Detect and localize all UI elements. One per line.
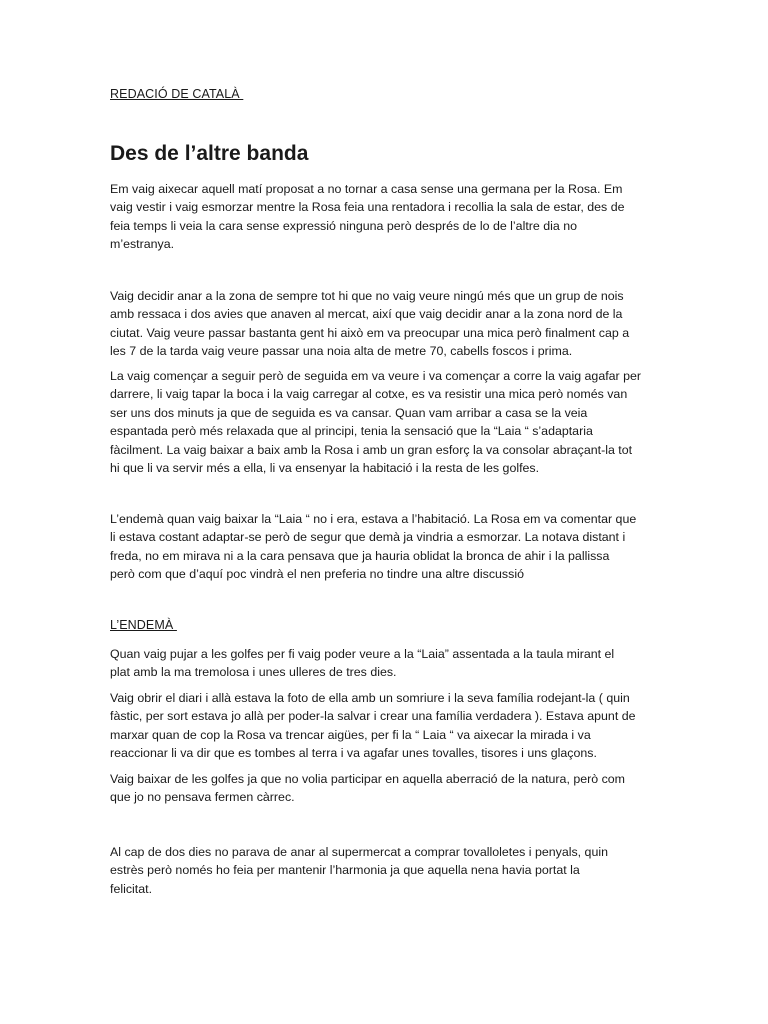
paragraph-line: La vaig començar a seguir però de seguida em va veure i va començar a corre la vaig agafar per (110, 369, 642, 383)
paragraph-line: felicitat. (110, 881, 153, 896)
paragraph-line: Al cap de dos dies no parava de anar al supermercat a comprar tovalloletes i penyals, quin (110, 845, 608, 859)
paragraph-7 (110, 770, 660, 807)
paragraph-1 (110, 180, 660, 254)
paragraph-line: les 7 de la tarda vaig veure passar una noia alta de metre 70, cabells foscos i prima. (110, 344, 573, 359)
paragraph-line: L’endemà quan vaig baixar la “Laia “ no i era, estava a l’habitació. La Rosa em va comentar que (110, 512, 637, 526)
paragraph-3 (110, 367, 660, 477)
paragraph-line: ser uns dos minuts ja que de seguida es va cansar. Quan vam arribar a casa se la veia (110, 405, 588, 420)
paragraph-line: que jo no pensava fermen càrrec. (110, 790, 295, 805)
paragraph-line: Vaig decidir anar a la zona de sempre tot hi que no vaig veure ningú més que un grup de nois (110, 289, 624, 303)
paragraph-line: Em vaig aixecar aquell matí proposat a no tornar a casa sense una germana per la Rosa. Em (110, 182, 623, 196)
paragraph-line: ciutat. Vaig veure passar bastanta gent hi això em va preocupar una mica però finalment cap a (110, 325, 630, 340)
section-label-endema: L’ENDEMÀ (110, 618, 177, 632)
paragraph-line: amb ressaca i dos avies que anaven al mercat, així que vaig decidir anar a la zona nord de la (110, 307, 623, 322)
document-title: Des de l’altre banda (110, 142, 309, 165)
paragraph-line: fàcilment. La vaig baixar a baix amb la Rosa i amb un gran esforç la va consolar abraçant-la tot (110, 442, 633, 457)
paragraph-line: Vaig baixar de les golfes ja que no volia participar en aquella aberració de la natura, però com (110, 772, 625, 786)
paragraph-line: Vaig obrir el diari i allà estava la foto de ella amb un somriure i la seva família rodejant-la ( quin (110, 691, 630, 705)
paragraph-line: hi que li va servir més a ella, li va ensenyar la habitació i la resta de les golfes. (110, 461, 540, 476)
paragraph-8 (110, 843, 660, 898)
paragraph-6 (110, 689, 660, 763)
paragraph-2 (110, 287, 660, 361)
paragraph-line: Quan vaig pujar a les golfes per fi vaig poder veure a la “Laia” assentada a la taula mirant el (110, 647, 615, 661)
paragraph-line: feia temps li veia la cara sense expressió ninguna però després de lo de l’altre dia no (110, 218, 577, 233)
paragraph-line: espantada però més relaxada que al principi, tenia la sensació que la “Laia “ s’adaptaria (110, 424, 593, 439)
paragraph-line: reaccionar li va dir que es tombes al terra i va agafar unes tovalles, tisores i uns glaçons. (110, 746, 597, 761)
paragraph-4 (110, 510, 660, 584)
paragraph-line: freda, no em mirava ni a la cara pensava que ja hauria oblidat la bronca de ahir i la pallissa (110, 548, 610, 563)
paragraph-line: darrere, li vaig tapar la boca i la vaig carregar al cotxe, es va resistir una mica però només van (110, 387, 628, 402)
paragraph-5 (110, 645, 660, 682)
paragraph-line: m’estranya. (110, 237, 175, 252)
paragraph-line: fàstic, per sort estava jo allà per poder-la salvar i crear una família verdadera ). Estava apunt de (110, 709, 636, 724)
paragraph-line: li estava costant adaptar-se però de segur que demà ja vindria a esmorzar. La notava distant i (110, 530, 626, 545)
paragraph-line: plat amb la ma tremolosa i unes ulleres de tres dies. (110, 665, 397, 680)
paragraph-line: però com que d’aquí poc vindrà el nen preferia no tindre una altre discussió (110, 567, 524, 582)
paragraph-line: marxar quan de cop la Rosa va trencar aigües, per fi la “ Laia “ va aixecar la mirada i va (110, 727, 591, 742)
paragraph-line: vaig vestir i vaig esmorzar mentre la Rosa feia una rentadora i recollia la sala de estar, des de (110, 200, 625, 215)
paragraph-line: estrès però només ho feia per mantenir l’harmonia ja que aquella nena havia portat la (110, 863, 580, 878)
section-label: REDACIÓ DE CATALÀ (110, 87, 244, 101)
